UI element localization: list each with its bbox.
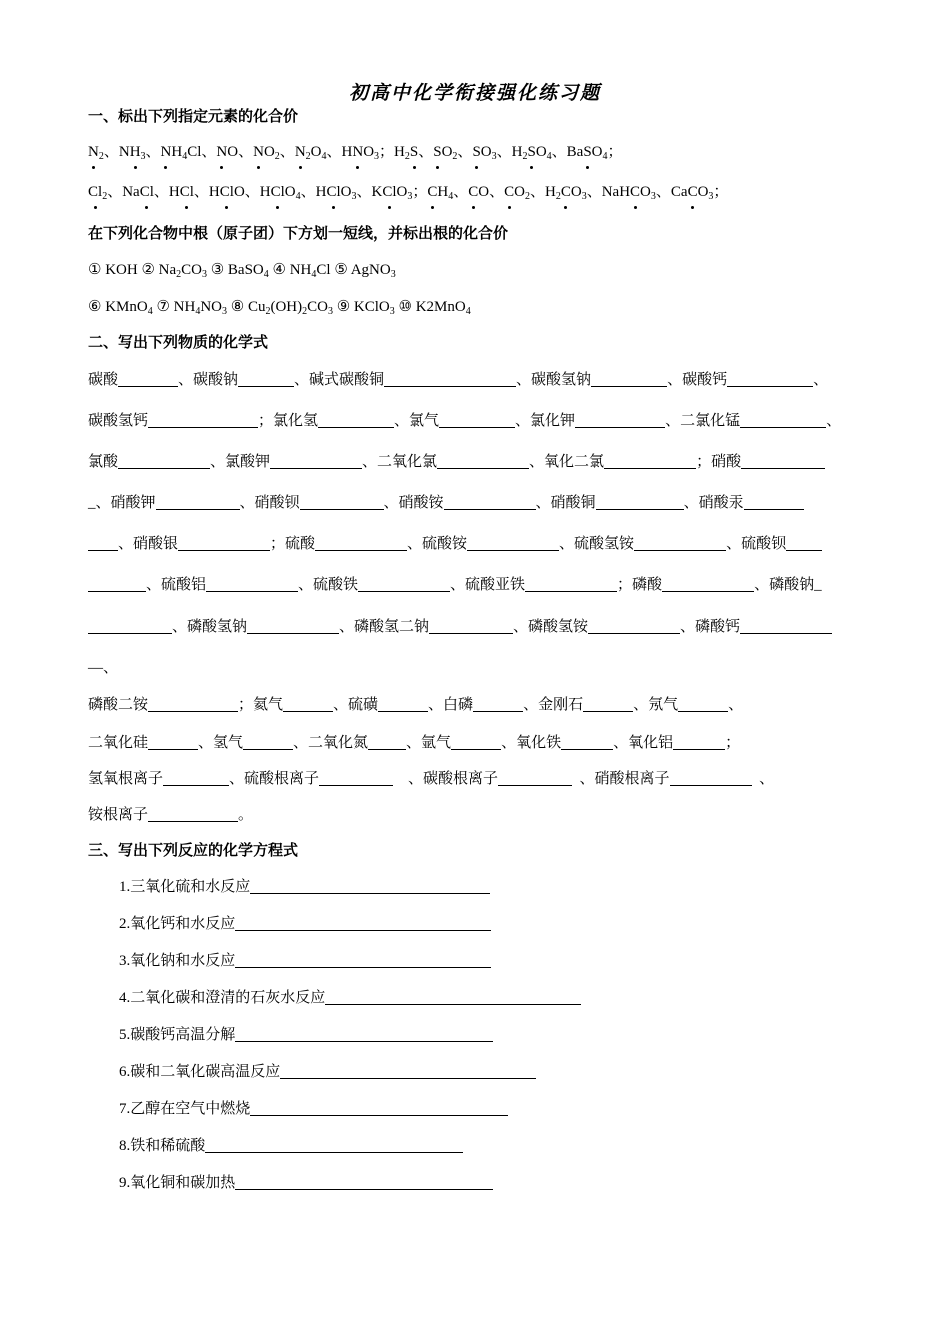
answer-blank[interactable] xyxy=(740,617,832,634)
answer-blank[interactable] xyxy=(88,617,172,634)
answer-blank[interactable] xyxy=(148,805,238,822)
answer-blank[interactable] xyxy=(319,769,393,786)
formula-line-2: $Cl_2$、NaCl、HCl、HClO、HClO$_4$、HClO$_3$、KClO$_3$；$CH_4$、CO、$CO_2$、$H_2CO_3$、NaHCO$_3$、CaCO$_3$； xyxy=(88,184,729,202)
answer-blank[interactable] xyxy=(591,370,667,387)
answer-blank[interactable] xyxy=(318,411,394,428)
answer-blank[interactable] xyxy=(741,452,825,469)
equation-item: 4.二氧化碳和澄清的石灰水反应 xyxy=(119,987,581,1009)
answer-blank[interactable] xyxy=(525,575,617,592)
equation-item: 1.三氧化硫和水反应 xyxy=(119,876,490,898)
compound-list-2: ⑥ KMnO$_4$ ⑦ $NH_4NO_3$ ⑧ $Cu_2(OH)_2CO_3$ ⑨ KClO$_3$ ⑩ K2MnO$_4$ xyxy=(88,299,471,317)
answer-blank[interactable] xyxy=(670,769,752,786)
formula-row: 氯酸 、氯酸钾 、二氧化氯 、氧化二氯 ；硝酸 xyxy=(88,451,825,473)
formula-line-1: $N_2$、$NH_3$、$NH_4Cl$、NO、$NO_2$、$N_2O_4$、$HNO_3$；$H_2S$、$SO_2$、$SO_3$、$H_2SO_4$、BaSO$_4$； xyxy=(88,144,623,162)
formula-row: 氢氧根离子 、硫酸根离子 、碳酸根离子 、硝酸根离子 、 xyxy=(88,771,775,787)
equation-item: 6.碳和二氧化碳高温反应 xyxy=(119,1061,536,1083)
answer-blank[interactable] xyxy=(156,493,240,510)
answer-blank[interactable] xyxy=(439,411,515,428)
equation-item: 8.铁和稀硫酸 xyxy=(119,1135,463,1157)
equation-item: 5.碳酸钙高温分解 xyxy=(119,1024,493,1046)
answer-blank[interactable] xyxy=(368,733,406,750)
answer-blank[interactable] xyxy=(235,914,491,931)
answer-blank[interactable] xyxy=(206,575,298,592)
answer-blank[interactable] xyxy=(178,534,270,551)
answer-blank[interactable] xyxy=(604,452,696,469)
equation-item: 7.乙醇在空气中燃烧 xyxy=(119,1098,508,1120)
answer-blank[interactable] xyxy=(498,769,572,786)
answer-blank[interactable] xyxy=(205,1136,463,1153)
equation-item: 2.氧化钙和水反应 xyxy=(119,913,491,935)
section2-heading: 二、写出下列物质的化学式 xyxy=(88,335,269,351)
compound-list-1: ① KOH ② $Na_2CO_3$ ③ BaSO$_4$ ④ $NH_4Cl$ ⑤ AgNO$_3$ xyxy=(88,262,396,280)
answer-blank[interactable] xyxy=(315,534,407,551)
formula-row: 、硝酸银 ；硫酸 、硫酸铵 、硫酸氢铵 、硫酸钡 xyxy=(88,533,822,555)
answer-blank[interactable] xyxy=(451,733,501,750)
formula-row: —、 xyxy=(88,660,119,676)
formula-row: 碳酸氢钙 ；氯化氢 、氯气 、氯化钾 、二氯化锰 、 xyxy=(88,413,842,429)
answer-blank[interactable] xyxy=(378,695,428,712)
answer-blank[interactable] xyxy=(88,534,118,551)
answer-blank[interactable] xyxy=(235,1173,493,1190)
answer-blank[interactable] xyxy=(744,493,804,510)
equation-item: 9.氧化铜和碳加热 xyxy=(119,1172,493,1194)
answer-blank[interactable] xyxy=(727,370,813,387)
answer-blank[interactable] xyxy=(583,695,633,712)
formula-row: 、硫酸铝 、硫酸铁 、硫酸亚铁 ；磷酸 、磷酸钠_ xyxy=(88,574,822,596)
section3-heading: 三、写出下列反应的化学方程式 xyxy=(88,843,299,859)
answer-blank[interactable] xyxy=(118,452,210,469)
answer-blank[interactable] xyxy=(163,769,229,786)
answer-blank[interactable] xyxy=(473,695,523,712)
formula-row: _、硝酸钾 、硝酸钡 、硝酸铵 、硝酸铜 、硝酸汞 xyxy=(88,492,804,514)
answer-blank[interactable] xyxy=(250,877,490,894)
answer-blank[interactable] xyxy=(148,411,258,428)
page-title: 初高中化学衔接强化练习题 xyxy=(348,83,601,104)
answer-blank[interactable] xyxy=(283,695,333,712)
formula-row: 碳酸 、碳酸钠 、碱式碳酸铜 、碳酸氢钠 、碳酸钙 、 xyxy=(88,372,829,388)
answer-blank[interactable] xyxy=(467,534,559,551)
answer-blank[interactable] xyxy=(280,1062,536,1079)
answer-blank[interactable] xyxy=(148,695,238,712)
answer-blank[interactable] xyxy=(250,1099,508,1116)
answer-blank[interactable] xyxy=(358,575,450,592)
answer-blank[interactable] xyxy=(444,493,536,510)
answer-blank[interactable] xyxy=(596,493,684,510)
answer-blank[interactable] xyxy=(429,617,513,634)
answer-blank[interactable] xyxy=(634,534,726,551)
answer-blank[interactable] xyxy=(148,733,198,750)
answer-blank[interactable] xyxy=(740,411,826,428)
answer-blank[interactable] xyxy=(300,493,384,510)
answer-blank[interactable] xyxy=(561,733,613,750)
answer-blank[interactable] xyxy=(786,534,822,551)
answer-blank[interactable] xyxy=(575,411,665,428)
answer-blank[interactable] xyxy=(243,733,293,750)
formula-row: 二氧化硅 、氢气 、二氧化氮 、氩气 、氧化铁 、氧化铝 ； xyxy=(88,735,741,751)
answer-blank[interactable] xyxy=(247,617,339,634)
answer-blank[interactable] xyxy=(118,370,178,387)
section1-heading: 一、标出下列指定元素的化合价 xyxy=(88,109,299,125)
answer-blank[interactable] xyxy=(588,617,680,634)
equation-item: 3.氧化钠和水反应 xyxy=(119,950,491,972)
answer-blank[interactable] xyxy=(235,951,491,968)
answer-blank[interactable] xyxy=(325,988,581,1005)
answer-blank[interactable] xyxy=(678,695,728,712)
answer-blank[interactable] xyxy=(88,575,146,592)
answer-blank[interactable] xyxy=(662,575,754,592)
answer-blank[interactable] xyxy=(235,1025,493,1042)
formula-row: 、磷酸氢钠 、磷酸氢二钠 、磷酸氢铵 、磷酸钙 xyxy=(88,616,832,638)
answer-blank[interactable] xyxy=(437,452,529,469)
formula-row: 磷酸二铵 ；氦气 、硫磺 、白磷 、金刚石 、氖气 、 xyxy=(88,697,744,713)
answer-blank[interactable] xyxy=(384,370,516,387)
section1-subheading: 在下列化合物中根（原子团）下方划一短线，并标出根的化合价 xyxy=(88,226,509,242)
answer-blank[interactable] xyxy=(238,370,294,387)
answer-blank[interactable] xyxy=(270,452,362,469)
formula-row: 铵根离子 。 xyxy=(88,807,254,823)
answer-blank[interactable] xyxy=(673,733,725,750)
